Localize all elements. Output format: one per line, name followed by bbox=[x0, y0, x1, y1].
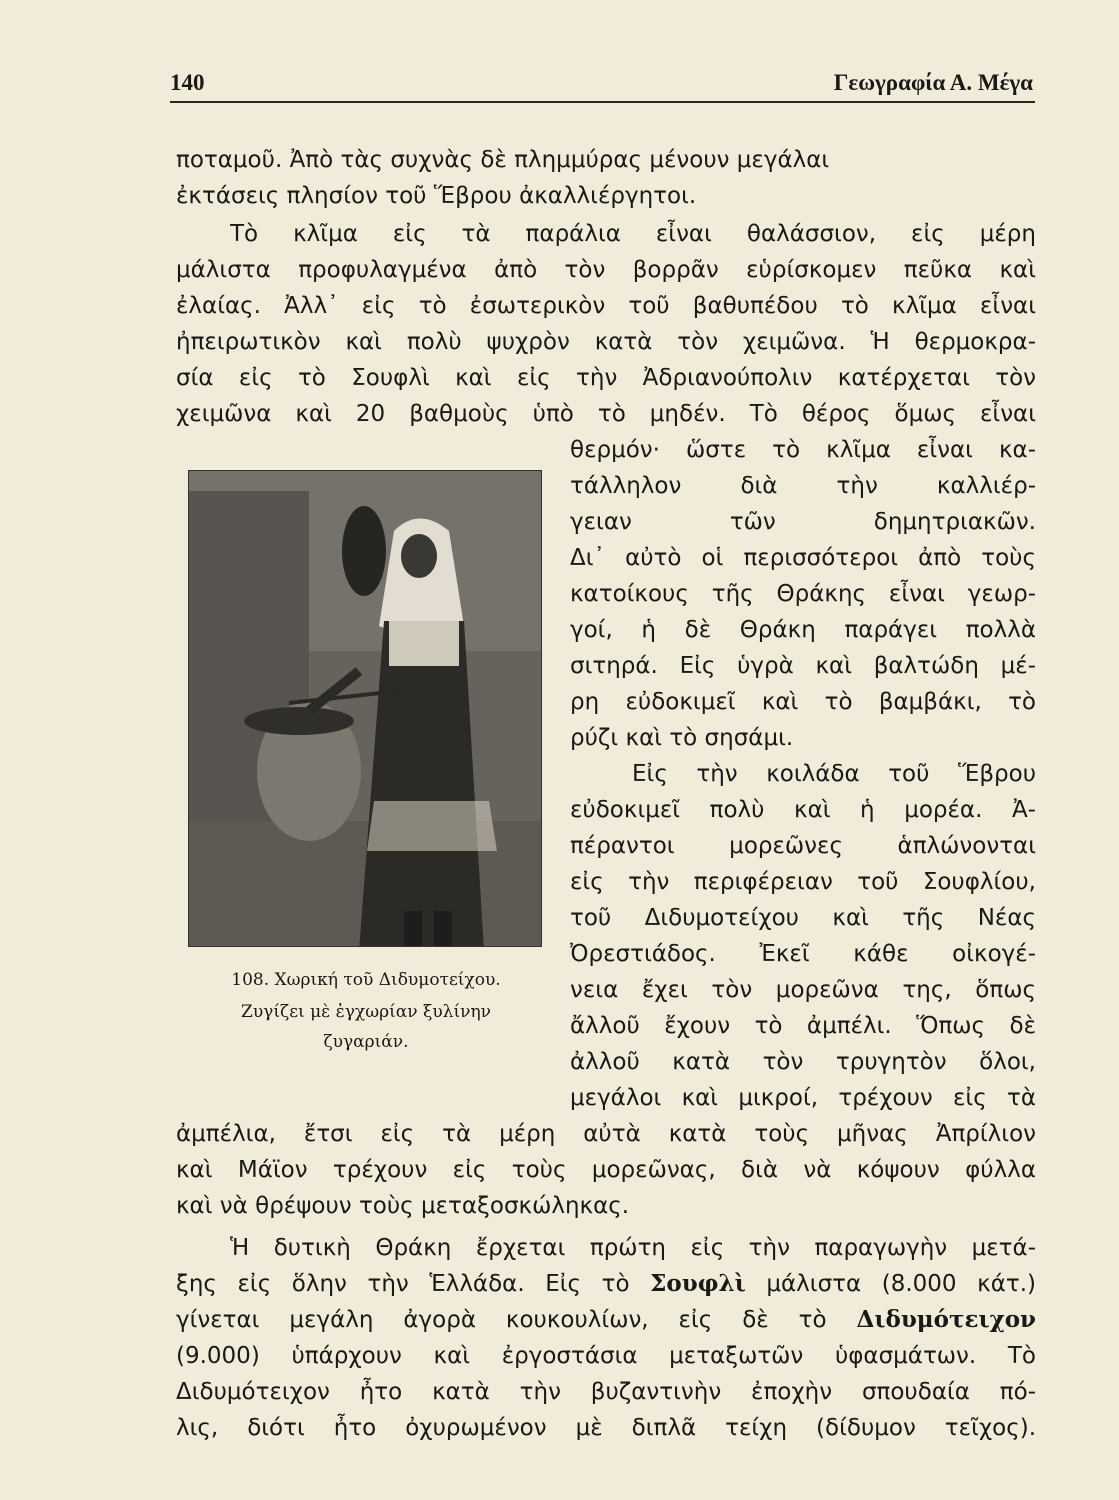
text-line: κατοίκους τῆς Θράκης εἶναι γεωρ- bbox=[570, 581, 1036, 607]
place-name-soufli: Σουφλὶ bbox=[650, 1270, 746, 1297]
place-name-didymoteicho: Διδυμότειχον bbox=[856, 1306, 1036, 1333]
text-line: θερμόν· ὥστε τὸ κλῖμα εἶναι κα- bbox=[570, 437, 1036, 463]
text-line: ἀμπέλια, ἔτσι εἰς τὰ μέρη αὐτὰ κατὰ τοὺς μῆνας Ἀπρίλιον bbox=[176, 1121, 1036, 1147]
text-line: Διδυμότειχον ἦτο κατὰ τὴν βυζαντινὴν ἐποχὴν σπουδαία πό- bbox=[176, 1379, 1036, 1405]
text-line: μάλιστα προφυλαγμένα ἀπὸ τὸν βορρᾶν εὑρίσκομεν πεῦκα καὶ bbox=[176, 257, 1036, 283]
text-span: γίνεται μεγάλη ἀγορὰ κουκουλίων, εἰς δὲ τὸ bbox=[176, 1307, 857, 1333]
text-line: τοῦ Διδυμοτείχου καὶ τῆς Νέας bbox=[570, 905, 1036, 931]
text-span: μάλιστα (8.000 κάτ.) bbox=[745, 1271, 1036, 1297]
text-line: μεγάλοι καὶ μικροί, τρέχουν εἰς τὰ bbox=[570, 1085, 1036, 1111]
text-line: πέραντοι μορεῶνες ἁπλώνονται bbox=[570, 833, 1036, 859]
figure-caption-line: ζυγαριάν. bbox=[323, 1032, 409, 1052]
page-number: 140 bbox=[170, 70, 205, 95]
text-line: ποταμοῦ. Ἀπὸ τὰς συχνὰς δὲ πλημμύρας μένουν μεγάλαι bbox=[176, 147, 830, 173]
text-line: ἐκτάσεις πλησίον τοῦ Ἕβρου ἀκαλλιέργητοι. bbox=[176, 183, 697, 209]
running-title: Γεωγραφία Α. Μέγα bbox=[833, 70, 1033, 95]
text-line: Τὸ κλῖμα εἰς τὰ παράλια εἶναι θαλάσσιον, εἰς μέρη bbox=[230, 221, 1036, 247]
text-line: λις, διότι ἦτο ὀχυρωμένον μὲ διπλᾶ τείχη (δίδυμον τεῖχος). bbox=[176, 1415, 1036, 1441]
text-line: (9.000) ὑπάρχουν καὶ ἐργοστάσια μεταξωτῶν ὑφασμάτων. Τὸ bbox=[176, 1343, 1036, 1369]
text-line: ρη εὐδοκιμεῖ καὶ τὸ βαμβάκι, τὸ bbox=[570, 689, 1036, 715]
photo-illustration bbox=[189, 471, 541, 946]
figure-caption-line: 108. Χωρική τοῦ Διδυμοτείχου. bbox=[231, 970, 501, 990]
text-line: ἄλλοῦ ἔχουν τὸ ἀμπέλι. Ὅπως δὲ bbox=[570, 1013, 1036, 1039]
text-line: σιτηρά. Εἰς ὑγρὰ καὶ βαλτώδη μέ- bbox=[570, 653, 1036, 679]
text-line: καὶ Μάϊον τρέχουν εἰς τοὺς μορεῶνας, διὰ νὰ κόψουν φύλλα bbox=[176, 1157, 1036, 1183]
text-line: νεια ἔχει τὸν μορεῶνα της, ὅπως bbox=[570, 977, 1036, 1003]
text-span: ξης εἰς ὅλην τὴν Ἑλλάδα. Εἰς τὸ bbox=[176, 1271, 651, 1297]
text-line: ἐλαίας. Ἀλλ᾽ εἰς τὸ ἐσωτερικὸν τοῦ βαθυπέδου τὸ κλῖμα εἶναι bbox=[176, 293, 1036, 319]
header-rule bbox=[170, 101, 1035, 103]
text-line: σία εἰς τὸ Σουφλὶ καὶ εἰς τὴν Ἀδριανούπολιν κατέρχεται τὸν bbox=[176, 365, 1036, 391]
text-line: εὐδοκιμεῖ πολὺ καὶ ἡ μορέα. Ἀ- bbox=[570, 797, 1036, 823]
text-line: γοί, ἡ δὲ Θράκη παράγει πολλὰ bbox=[570, 617, 1036, 643]
text-line: Ὀρεστιάδος. Ἐκεῖ κάθε οἰκογέ- bbox=[570, 941, 1036, 967]
text-line: Δι᾽ αὐτὸ οἱ περισσότεροι ἀπὸ τοὺς bbox=[570, 545, 1036, 571]
text-line: ρύζι καὶ τὸ σησάμι. bbox=[570, 725, 794, 751]
text-line: ἠπειρωτικὸν καὶ πολὺ ψυχρὸν κατὰ τὸν χειμῶνα. Ἡ θερμοκρα- bbox=[176, 329, 1036, 355]
figure-photo-village-woman bbox=[188, 470, 542, 947]
text-line: ἀλλοῦ κατὰ τὸν τρυγητὸν ὅλοι, bbox=[570, 1049, 1036, 1075]
text-line: χειμῶνα καὶ 20 βαθμοὺς ὑπὸ τὸ μηδέν. Τὸ θέρος ὅμως εἶναι bbox=[176, 401, 1036, 427]
text-line bbox=[176, 1302, 1036, 1338]
text-line: Εἰς τὴν κοιλάδα τοῦ Ἕβρου bbox=[632, 761, 1036, 787]
text-line bbox=[176, 1266, 1036, 1302]
text-line: γειαν τῶν δημητριακῶν. bbox=[570, 509, 1036, 535]
text-line: καὶ νὰ θρέψουν τοὺς μεταξοσκώληκας. bbox=[176, 1193, 630, 1219]
text-line: τάλληλον διὰ τὴν καλλιέρ- bbox=[570, 473, 1036, 499]
text-line: εἰς τὴν περιφέρειαν τοῦ Σουφλίου, bbox=[570, 869, 1036, 895]
figure-caption-line: Ζυγίζει μὲ ἐγχωρίαν ξυλίνην bbox=[241, 1002, 491, 1022]
text-line: Ἡ δυτικὴ Θράκη ἔρχεται πρώτη εἰς τὴν παραγωγὴν μετά- bbox=[230, 1235, 1036, 1261]
